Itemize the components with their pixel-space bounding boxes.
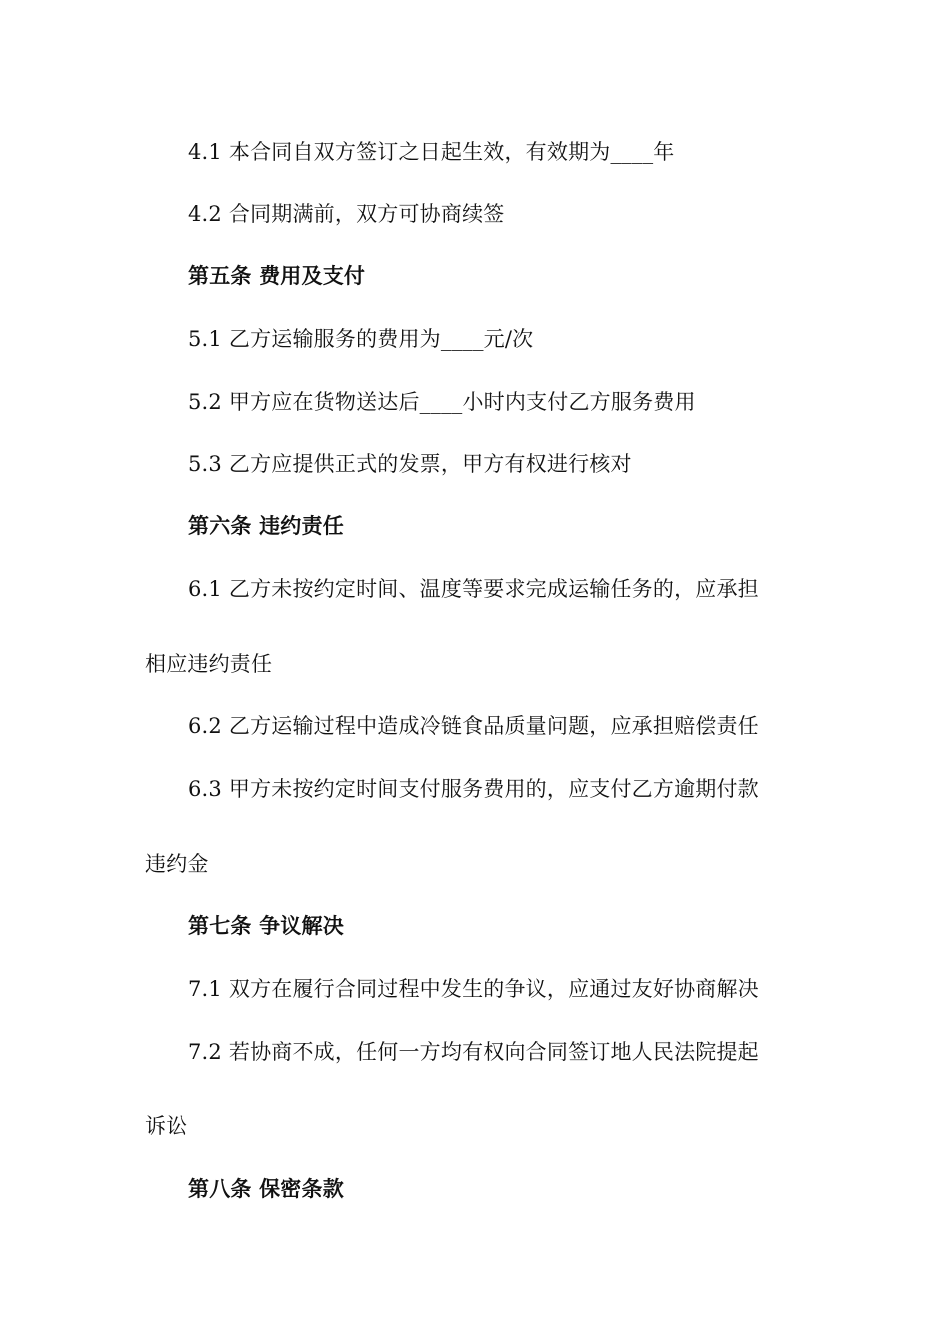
clause-6-1-continuation: 相应违约责任 xyxy=(145,652,273,676)
clause-5-3: 5.3 乙方应提供正式的发票，甲方有权进行核对 xyxy=(188,452,632,476)
clause-7-1: 7.1 双方在履行合同过程中发生的争议，应通过友好协商解决 xyxy=(188,977,759,1001)
clause-5-1: 5.1 乙方运输服务的费用为____元/次 xyxy=(188,327,534,351)
clause-6-2: 6.2 乙方运输过程中造成冷链食品质量问题，应承担赔偿责任 xyxy=(188,714,759,738)
clause-5-2: 5.2 甲方应在货物送达后____小时内支付乙方服务费用 xyxy=(188,390,696,414)
clause-6-3-continuation: 违约金 xyxy=(145,852,209,876)
section-heading-7: 第七条 争议解决 xyxy=(188,914,344,938)
clause-7-2: 7.2 若协商不成，任何一方均有权向合同签订地人民法院提起 xyxy=(188,1040,759,1064)
clause-7-2-continuation: 诉讼 xyxy=(145,1114,188,1138)
clause-6-1: 6.1 乙方未按约定时间、温度等要求完成运输任务的，应承担 xyxy=(188,577,759,601)
section-heading-6: 第六条 违约责任 xyxy=(188,514,344,538)
section-heading-8: 第八条 保密条款 xyxy=(188,1177,344,1201)
section-heading-5: 第五条 费用及支付 xyxy=(188,264,366,288)
clause-6-3: 6.3 甲方未按约定时间支付服务费用的，应支付乙方逾期付款 xyxy=(188,777,759,801)
clause-4-2: 4.2 合同期满前，双方可协商续签 xyxy=(188,202,505,226)
clause-4-1: 4.1 本合同自双方签订之日起生效，有效期为____年 xyxy=(188,140,675,164)
